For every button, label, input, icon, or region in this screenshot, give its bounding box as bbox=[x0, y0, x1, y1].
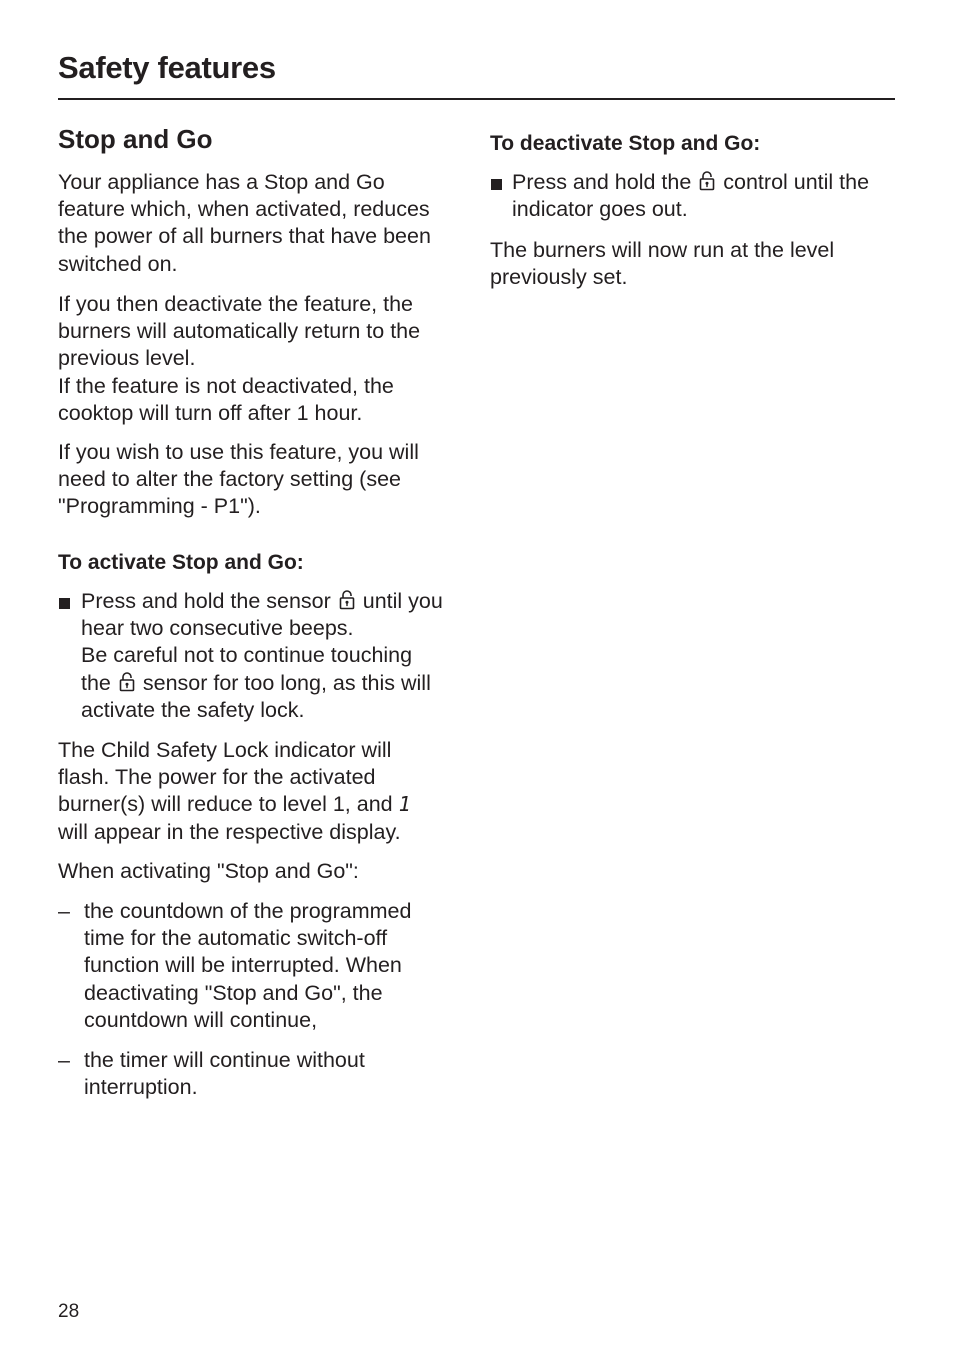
section-heading: Stop and Go bbox=[58, 124, 213, 154]
text-line: cooktop will turn off after 1 hour. bbox=[58, 400, 363, 425]
deactivate-heading: To deactivate Stop and Go: bbox=[490, 132, 761, 155]
text-line: will appear in the respective display. bbox=[58, 819, 401, 844]
dash-marker: – bbox=[58, 1048, 70, 1072]
text-segment: until you bbox=[362, 589, 443, 613]
text-line: hear two consecutive beeps. bbox=[81, 616, 354, 641]
deactivate-info-paragraph bbox=[58, 291, 420, 427]
dash-marker: – bbox=[58, 899, 70, 923]
indicator-paragraph bbox=[58, 737, 411, 846]
text-line: Be careful not to continue touching bbox=[81, 643, 413, 668]
title-divider bbox=[58, 98, 895, 100]
page-number: 28 bbox=[58, 1301, 80, 1322]
factory-setting-paragraph bbox=[58, 439, 419, 521]
text-segment: Press and hold the sensor bbox=[81, 589, 331, 613]
text-line: If you then deactivate the feature, the bbox=[58, 292, 413, 316]
text-line: burners will automatically return to the bbox=[58, 319, 421, 344]
display-digit: 1 bbox=[398, 792, 411, 817]
when-activating-paragraph: When activating "Stop and Go": bbox=[58, 859, 359, 883]
text-segment: the bbox=[81, 670, 111, 695]
text-line: flash. The power for the activated bbox=[58, 765, 376, 790]
bullet-square-icon bbox=[59, 598, 70, 609]
text-line: If the feature is not deactivated, the bbox=[58, 373, 394, 398]
bullet-text bbox=[512, 169, 902, 223]
dash-item-text bbox=[84, 1047, 484, 1101]
burners-level-paragraph bbox=[490, 237, 834, 291]
text-line: activate the safety lock. bbox=[81, 697, 305, 722]
text-line: deactivating "Stop and Go", the bbox=[84, 980, 383, 1005]
text-line: switched on. bbox=[58, 251, 178, 276]
text-line: the power of all burners that have been bbox=[58, 224, 431, 249]
text-line: "Programming - P1"). bbox=[58, 494, 261, 519]
text-line: The Child Safety Lock indicator will bbox=[58, 738, 392, 762]
text-line: If you wish to use this feature, you will bbox=[58, 440, 419, 464]
text-line: function will be interrupted. When bbox=[84, 953, 402, 978]
text-line: The burners will now run at the level bbox=[490, 238, 835, 262]
text-line: previous level. bbox=[58, 346, 196, 371]
text-segment: Press and hold the bbox=[512, 170, 692, 194]
text-line: interruption. bbox=[84, 1075, 198, 1100]
dash-item-text bbox=[84, 898, 484, 1034]
text-line: indicator goes out. bbox=[512, 197, 688, 222]
text-segment: burner(s) will reduce to level 1, and bbox=[58, 792, 393, 817]
text-line: Your appliance has a Stop and Go bbox=[58, 170, 385, 194]
lock-icon bbox=[699, 170, 715, 191]
intro-paragraph bbox=[58, 169, 431, 278]
bullet-text bbox=[81, 588, 481, 724]
text-segment: sensor for too long, as this will bbox=[142, 670, 431, 695]
activate-heading: To activate Stop and Go: bbox=[58, 551, 304, 574]
text-line: feature which, when activated, reduces bbox=[58, 197, 430, 222]
lock-icon bbox=[119, 671, 135, 692]
text-segment: control until the bbox=[723, 170, 870, 194]
text-line: the countdown of the programmed bbox=[84, 899, 412, 923]
bullet-square-icon bbox=[491, 179, 502, 190]
text-line: need to alter the factory setting (see bbox=[58, 467, 402, 492]
text-line: time for the automatic switch-off bbox=[84, 926, 388, 951]
page-title: Safety features bbox=[58, 50, 276, 85]
text-line: the timer will continue without bbox=[84, 1048, 365, 1072]
text-line: countdown will continue, bbox=[84, 1007, 318, 1032]
text-line: previously set. bbox=[490, 265, 628, 290]
lock-icon bbox=[339, 589, 355, 610]
